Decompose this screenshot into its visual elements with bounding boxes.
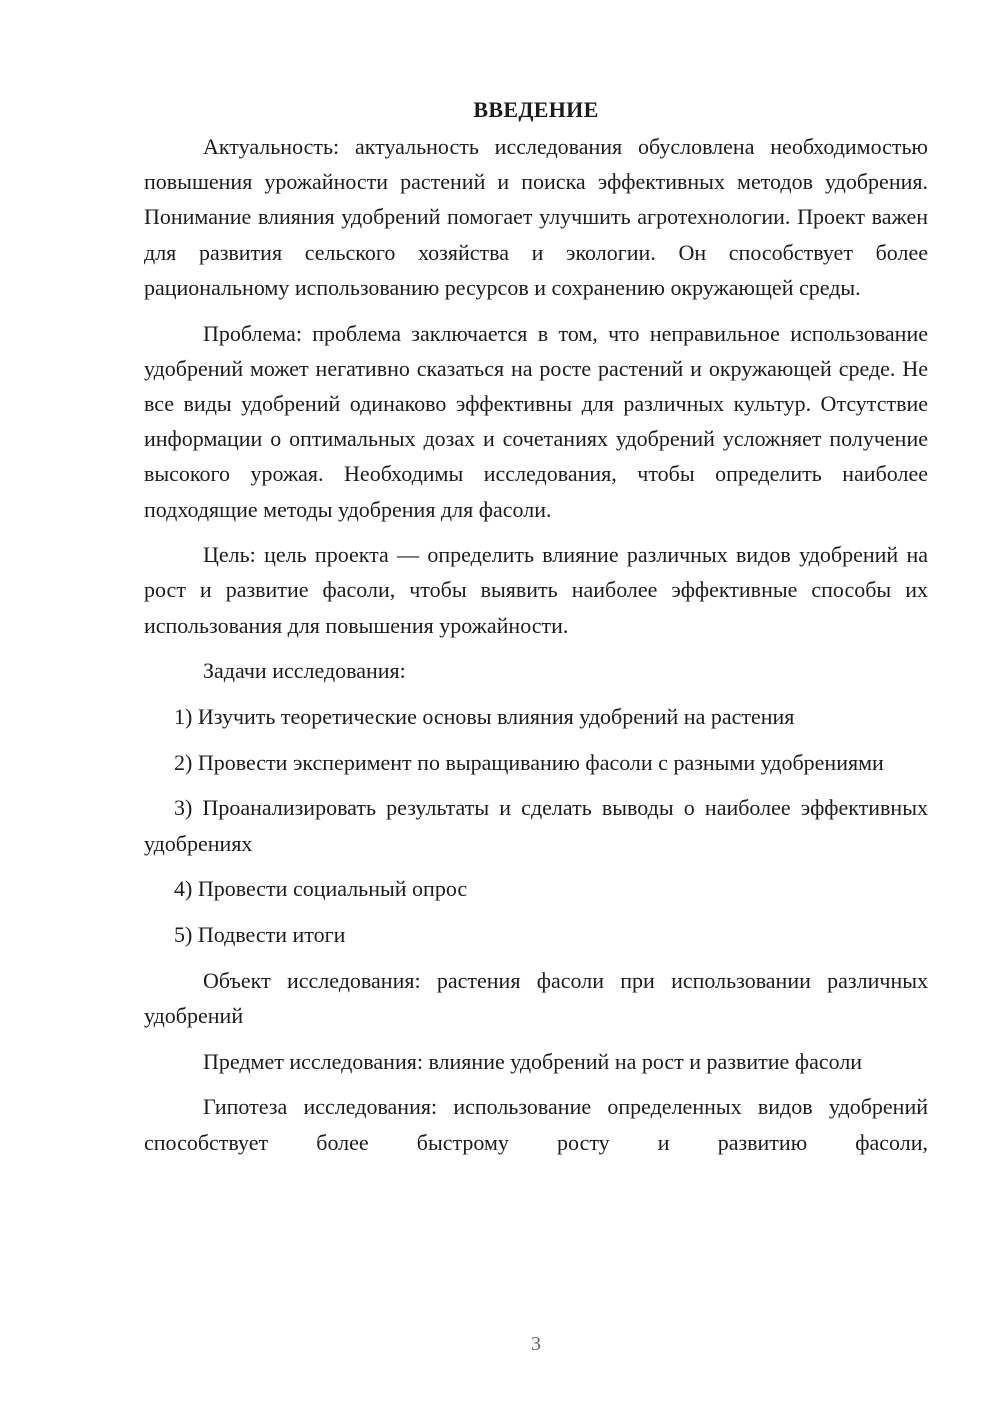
paragraph-subject: Предмет исследования: влияние удобрений на рост и развитие фасоли xyxy=(203,1048,863,1074)
paragraph-goal: Цель: цель проекта — определить влияние различных видов удобрений на рост и развитие фасоли, чтобы выявить наиболее эффективные способы их использования для повышения урожайности. xyxy=(144,542,928,638)
page-number: 3 xyxy=(531,1333,541,1355)
task-item-3: 3) Проанализировать результаты и сделать выводы о наиболее эффективных удобрениях xyxy=(144,795,928,856)
document-page xyxy=(144,92,928,1160)
task-item-1: 1) Изучить теоретические основы влияния удобрений на растения xyxy=(174,704,795,730)
task-item-2: 2) Провести эксперимент по выращиванию фасоли с разными удобрениями xyxy=(174,749,884,775)
paragraph-hypothesis: Гипотеза исследования: использование определенных видов удобрений способствует более быстрому росту и развитию фасоли, xyxy=(144,1094,928,1155)
paragraph-relevance: Актуальность: актуальность исследования обусловлена необходимостью повышения урожайности растений и поиска эффективных методов удобрения. Понимание влияния удобрений помогает улучшить агротехнологии. Проект важен для развития сельского хозяйства и экологии. Он способствует более рациональному использованию ресурсов и сохранению окружающей среды. xyxy=(144,134,928,300)
paragraph-object: Объект исследования: растения фасоли при использовании различных удобрений xyxy=(144,967,928,1028)
paragraph-tasks-heading: Задачи исследования: xyxy=(203,658,406,684)
task-item-4: 4) Провести социальный опрос xyxy=(174,876,468,902)
section-title: ВВЕДЕНИЕ xyxy=(473,97,599,122)
task-item-5: 5) Подвести итоги xyxy=(174,922,346,948)
paragraph-problem: Проблема: проблема заключается в том, что неправильное использование удобрений может негативно сказаться на росте растений и окружающей среде. Не все виды удобрений одинаково эффективны для различных культур. Отсутствие информации о оптимальных дозах и сочетаниях удобрений усложняет получение высокого урожая. Необходимы исследования, чтобы определить наиболее подходящие методы удобрения для фасоли. xyxy=(144,320,928,522)
